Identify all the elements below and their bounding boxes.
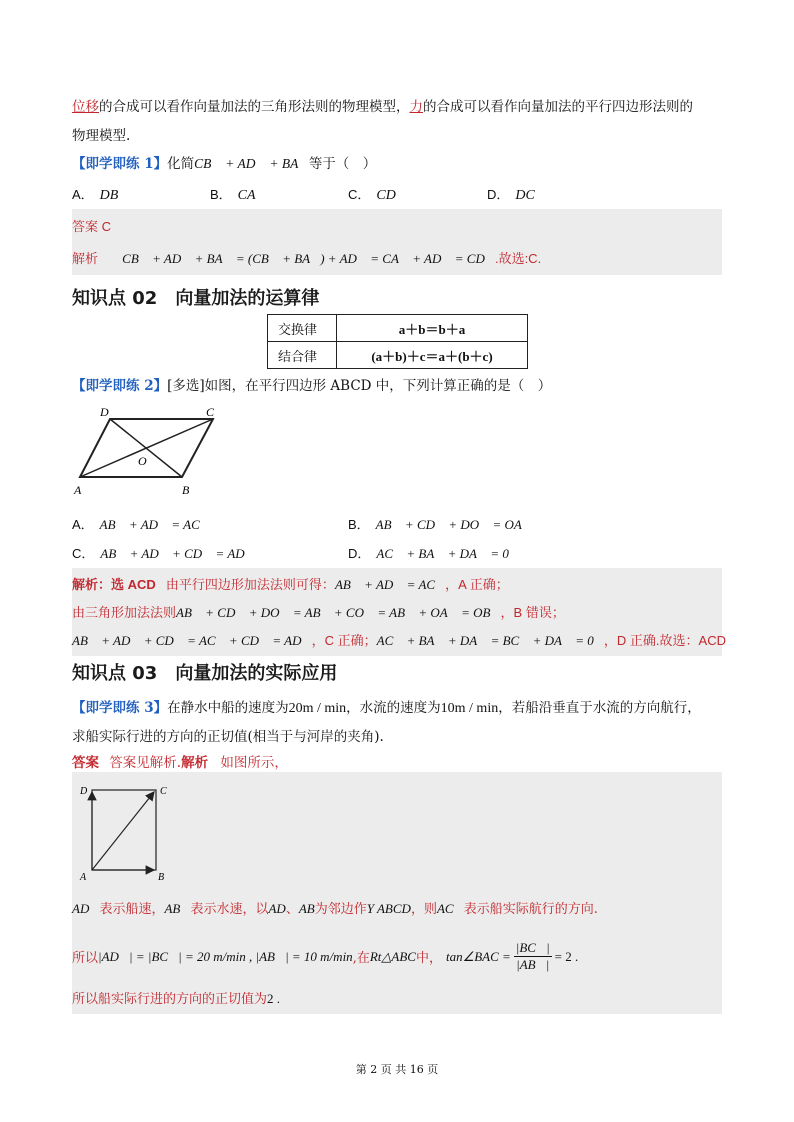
laws-table: [267, 314, 528, 369]
exercise-1-option-c: C． CD⃗: [348, 187, 407, 203]
exercise-1-answer: 答案 C: [72, 219, 112, 234]
diagonal-bd: [110, 419, 182, 477]
exercise-2-solution-line-3: AB⃗ + AD⃗ + CD⃗ = AC⃗ + CD⃗ = AD⃗，C 正确；AC⃗ + BA⃗ + DA⃗ = BC⃗ + DA⃗ = 0⃗，D 正确.故选：ACD: [72, 633, 726, 648]
exercise-2-option-d: D． AC⃗ + BA⃗ + DA⃗ = 0⃗: [348, 546, 519, 561]
water-speed: 10m / min: [440, 701, 499, 716]
exercise-2-solution-line-1: 解析：选 ACD 由平行四边形加法法则可得：AB⃗ + AD⃗ = AC⃗，A 正确；: [72, 577, 509, 593]
exercise-2-solution-label: 解析：选 ACD: [72, 577, 156, 592]
exercise-3-question-line-1: 【即学即练 3】在静水中船的速度为20m / min，水流的速度为10m / min，若船沿垂直于水流的方向航行，: [72, 700, 701, 716]
law-formula: (a＋b)＋c＝a＋(b＋c): [337, 342, 528, 369]
exercise-3-solution-line-1: AD⃗表示船速，AB⃗表示水速，以AD、AB为邻边作Y ABCD，则AC⃗表示船实际航行的方向.: [72, 901, 598, 917]
exercise-1-question: [72, 152, 376, 172]
exercise-1-option-a: A． DB⃗: [72, 187, 130, 203]
page-footer: 第 2 页 共 16 页: [355, 1063, 439, 1076]
exercise-1-analysis-label: 解析: [72, 251, 99, 266]
label-a: A: [80, 872, 87, 883]
exercise-1-tag: 【即学即练 1】: [72, 156, 168, 172]
exercise-1-option-d: D． DC⃗: [487, 187, 546, 203]
exercise-1-suffix: 等于（ ）: [308, 156, 377, 172]
label-o: O: [138, 454, 147, 468]
boat-speed: 20m / min: [288, 701, 347, 716]
rectangle-figure: [76, 780, 186, 884]
force-word: 力: [409, 99, 423, 115]
intro-text-2: 的合成可以看作向量加法的平行四边形法则的: [423, 99, 693, 115]
exercise-2-tag: 【即学即练 2】: [72, 378, 168, 394]
tangent-fraction: $\frac{|BC⃗|}{|AB⃗|}$: [515, 940, 550, 972]
label-c: C: [206, 405, 215, 419]
label-c: C: [160, 786, 167, 797]
intro-line-2: 物理模型.: [72, 128, 131, 144]
label-d: D: [80, 786, 88, 797]
exercise-2-prompt: [多选]如图，在平行四边形 ABCD 中，下列计算正确的是（ ）: [167, 378, 552, 394]
exercise-2-option-c: C． AB⃗ + AD⃗ + CD⃗ = AD⃗: [72, 546, 255, 561]
exercise-3-answer-line: 答案 答案见解析.解析 如图所示，: [72, 755, 288, 771]
exercise-2-solution-line-2: 由三角形加法法则AB⃗ + CD⃗ + DO⃗ = AB⃗ + CO⃗ = AB⃗ + OA⃗ = OB⃗，B 错误；: [72, 605, 565, 621]
exercise-1-analysis-end: .故选:C.: [494, 251, 542, 266]
exercise-2-question: [72, 374, 551, 394]
law-name: 交换律: [268, 315, 337, 342]
exercise-1-analysis-expr: CB⃗ + AD⃗ + BA⃗ = (CB⃗ + BA⃗) + AD⃗ = CA⃗ + AD⃗ = CD⃗: [122, 251, 495, 266]
exercise-3-solution-line-2: 所以 |AD⃗| = |BC⃗| = 20 m/min , |AB⃗| = 10 m/min ,在 Rt△ABC 中， tan∠BAC = $\frac{|BC⃗|}{|AB⃗|}$ = 2 .: [72, 940, 579, 972]
intro-line-1: [72, 95, 732, 115]
exercise-1-analysis: [72, 248, 541, 267]
displacement-word: 位移: [72, 99, 99, 115]
laws-row: [268, 315, 528, 342]
exercise-2-option-a: A． AB⃗ + AD⃗ = AC⃗: [72, 517, 210, 532]
parallelogram-figure: [70, 402, 230, 502]
exercise-1-prompt: 化简: [167, 156, 195, 172]
label-b: B: [158, 872, 165, 883]
exercise-2-option-b: B． AB⃗ + CD⃗ + DO⃗ = OA⃗: [348, 517, 532, 532]
label-d: D: [100, 405, 109, 419]
label-b: B: [182, 483, 190, 497]
exercise-3-tag: 【即学即练 3】: [72, 700, 168, 716]
section-3-title: 知识点 03 向量加法的实际应用: [72, 663, 338, 684]
law-name: 结合律: [268, 342, 337, 369]
exercise-1-option-b: B． CA⃗: [210, 187, 267, 203]
label-a: A: [74, 483, 82, 497]
law-formula: a＋b＝b＋a: [337, 315, 528, 342]
section-2-title: 知识点 02 向量加法的运算律: [72, 288, 320, 309]
intro-text-1: 的合成可以看作向量加法的三角形法则的物理模型，: [99, 99, 410, 115]
exercise-3-question-line-2: 求船实际行进的方向的正切值(相当于与河岸的夹角).: [72, 729, 384, 745]
exercise-1-expr: CB⃗ + AD⃗ + BA⃗: [194, 156, 309, 171]
exercise-3-solution-line-3: 所以船实际行进的方向的正切值为2 .: [72, 991, 281, 1007]
vector-ac: [92, 792, 154, 870]
laws-row: [268, 342, 528, 369]
